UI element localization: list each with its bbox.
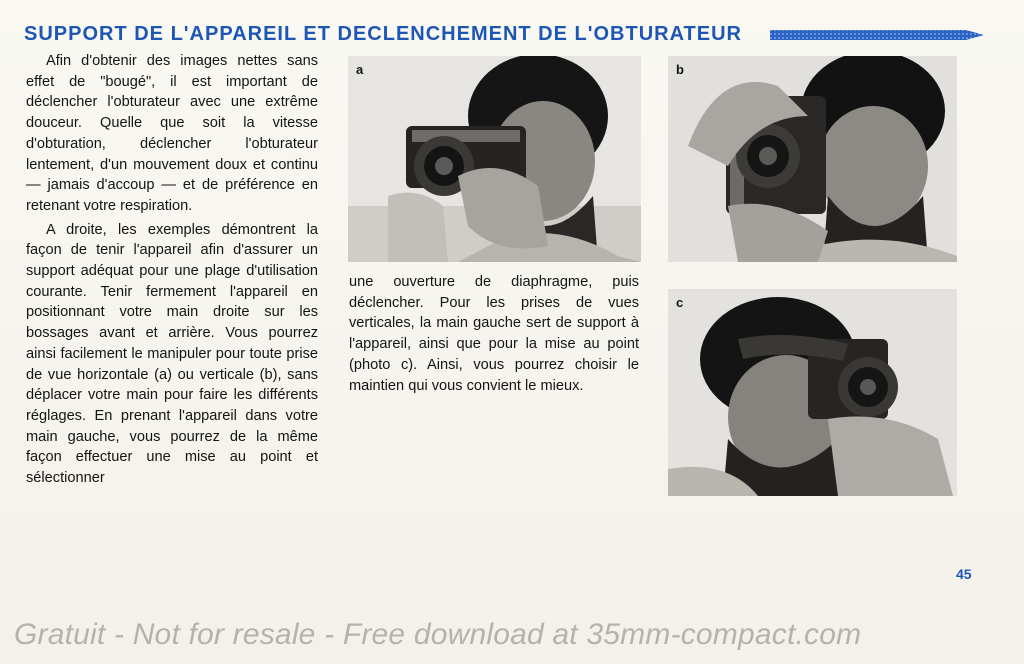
photo-a-illustration <box>348 56 641 262</box>
paragraph: A droite, les exemples démontrent la façon de tenir l'appareil afin d'assurer un support adéquat pour une plage d'utilisation courante. Tenir fermement l'appareil en positionnant votre main droite sur les bossages avant et arrière. Vous pourrez ainsi facilement le manipuler pour toute prise de vue horizontale (a) ou verticale (b), sans déplacer votre main pour faire les différents réglages. En prenant l'appareil dans votre main gauche, vous pourrez de la même façon effectuer une mise au point et sélectionner <box>26 221 318 487</box>
paragraph: Afin d'obtenir des images nettes sans effet de "bougé", il est important de déclencher l'obturateur avec une extrême douceur. Quelle que soit la vitesse d'obturation, déclencher l'obturateur lentement, d'un mouvement doux et continu — jamais d'accoup — et de préférence en retenant votre respiration. <box>26 53 318 214</box>
paragraph: une ouverture de diaphragme, puis déclencher. Pour les prises de vues verticales, la main gauche sert de support à l'appareil, ainsi que pour la mise au point (photo c). Ainsi, vous pourrez choisir le maintien qui vous convient le mieux. <box>349 274 639 394</box>
page-title: SUPPORT DE L'APPAREIL ET DECLENCHEMENT DE L'OBTURATEUR <box>24 22 742 45</box>
photo-label-c: c <box>676 295 684 310</box>
photo-label-b: b <box>676 62 684 77</box>
text-column-left <box>26 51 318 489</box>
photo-label-a: a <box>356 62 364 77</box>
photo-c-illustration <box>668 289 957 496</box>
page-number: 45 <box>956 566 972 582</box>
photo-c <box>668 289 957 496</box>
photo-b <box>668 56 957 262</box>
watermark-text: Gratuit - Not for resale - Free download at 35mm-compact.com <box>14 618 862 651</box>
text-column-middle <box>349 272 639 396</box>
title-bar <box>24 18 964 50</box>
title-arrow-decoration <box>770 29 984 41</box>
photo-b-illustration <box>668 56 957 262</box>
photo-a <box>348 56 641 262</box>
